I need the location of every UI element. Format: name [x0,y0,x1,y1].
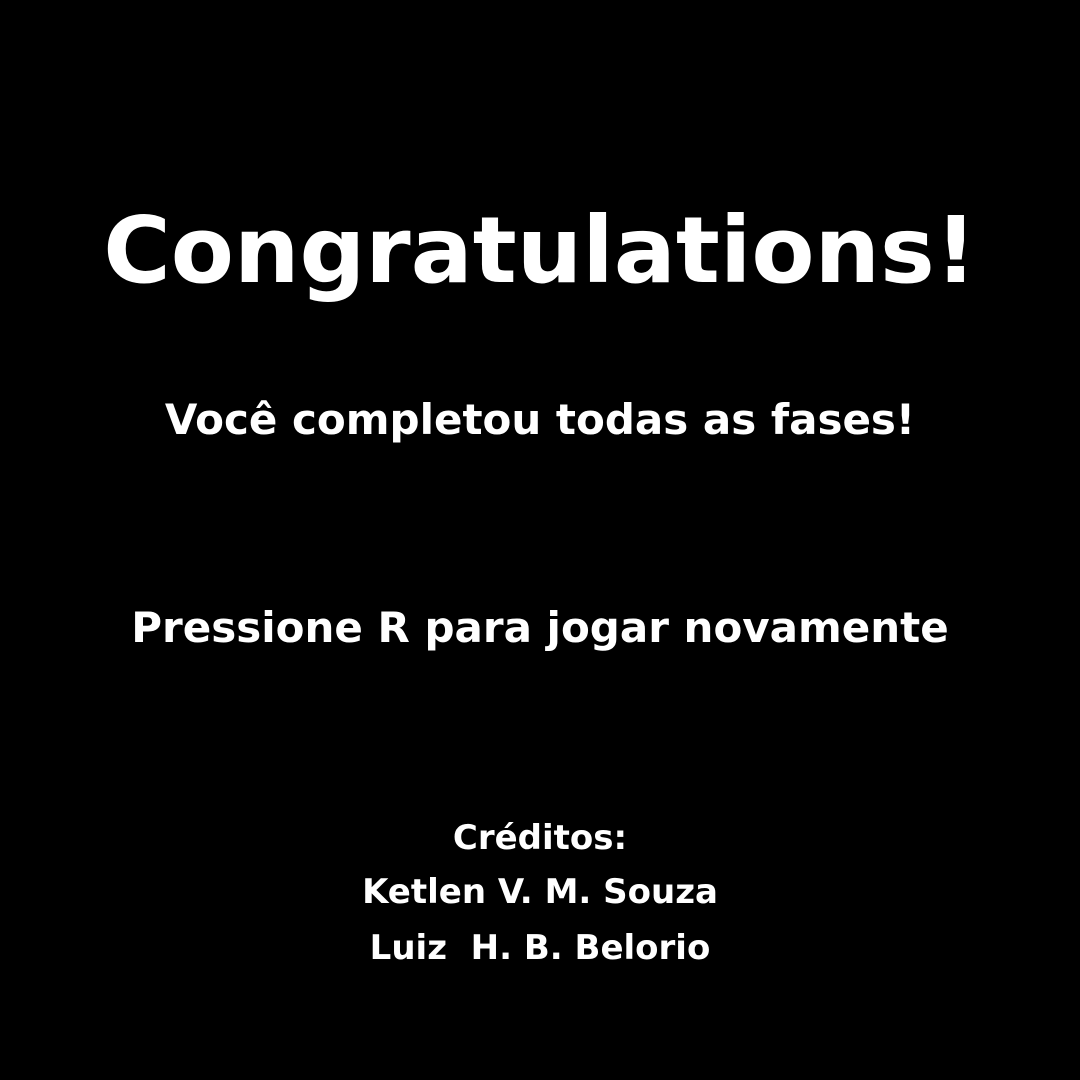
completion-message: Você completou todas as fases! [164,395,916,444]
credits-heading: Créditos: [452,818,628,858]
credit-name: Luiz H. B. Belorio [369,928,711,968]
congratulations-title: Congratulations! [103,197,977,304]
restart-prompt: Pressione R para jogar novamente [131,603,949,652]
credit-name: Ketlen V. M. Souza [362,872,718,912]
